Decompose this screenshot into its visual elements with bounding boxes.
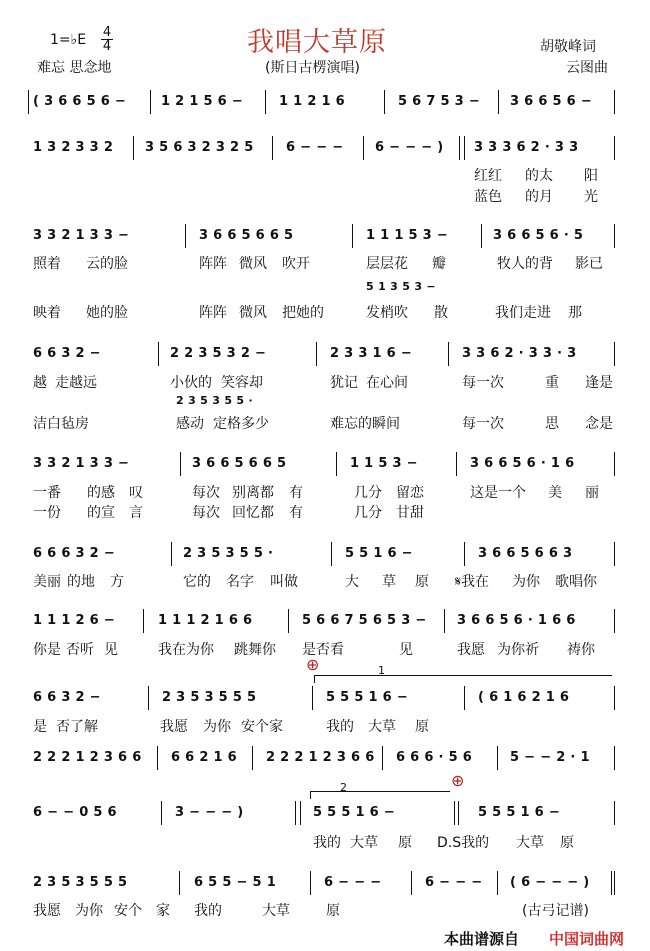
lyric: 跳舞你 (234, 642, 276, 658)
lyric: 几分 (354, 505, 382, 521)
lyric: 的太 (525, 168, 553, 184)
measure: 6 − − 0 5 6 (33, 805, 117, 820)
barline (265, 90, 266, 114)
lyric: 原 (560, 835, 574, 851)
volta-bracket (314, 675, 612, 676)
alt-notes: 2 3 5 3 5 5 · (176, 394, 253, 407)
volta-number: 1 (378, 664, 385, 677)
barline (498, 90, 499, 114)
lyric: 回忆都 (232, 505, 274, 521)
lyric: 光 (584, 189, 598, 205)
lyric: 的地 (67, 574, 95, 590)
lyric: 几分 (354, 485, 382, 501)
measure: 5 5 5 1 6 − (313, 805, 396, 820)
lyric: 家 (156, 903, 170, 919)
lyric: 思 (545, 416, 559, 432)
measure: 3 3 6 2 · 3 3 · 3 (462, 346, 577, 361)
measure: 1 1 1 2 6 − (33, 613, 116, 628)
volta-bracket-hook (314, 675, 315, 683)
time-top: 4 (102, 25, 112, 40)
lyric: 那 (568, 305, 582, 321)
barline (454, 801, 455, 825)
measure: 2 3 5 3 5 5 · (183, 546, 274, 561)
measure: 3 3 2 1 3 3 − (33, 228, 130, 243)
lyric: 走越远 (55, 375, 97, 391)
lyric: 叫做 (270, 574, 298, 590)
barline (464, 136, 465, 160)
barline (310, 871, 311, 895)
measure: 2 2 2 1 2 3 6 6 (266, 750, 375, 765)
barline (336, 452, 337, 476)
barline (614, 452, 615, 476)
measure: 1 1 1 5 3 − (366, 228, 449, 243)
lyric: 小伙的 (170, 375, 212, 391)
lyric: 一份 (33, 505, 61, 521)
lyric: 越 (33, 375, 47, 391)
measure: 3 5 6 3 2 3 2 5 (145, 140, 254, 155)
lyric: 丽 (585, 485, 599, 501)
barline (171, 542, 172, 566)
measure: ( 6 − − − ) (510, 875, 590, 890)
barline (143, 609, 144, 633)
lyric: 每次 (192, 505, 220, 521)
lyric: 一番 (33, 485, 61, 501)
lyric: 映着 (33, 305, 61, 321)
barline (614, 801, 615, 825)
measure: 5 6 6 7 5 6 5 3 − (302, 613, 427, 628)
lyric: 草 (382, 574, 396, 590)
lyric: 的宣 (87, 505, 115, 521)
barline (352, 224, 353, 248)
lyric: 为你 (203, 719, 231, 735)
barline (252, 746, 253, 770)
barline (614, 342, 615, 366)
subtitle: (斯日古楞演唱) (265, 60, 360, 76)
lyric: 吹开 (282, 256, 310, 272)
lyric: 它的 (183, 574, 211, 590)
measure: ( 3 6 6 5 6 − (33, 94, 127, 109)
lyric: 否听 (66, 642, 94, 658)
measure: 6 6 3 2 − (33, 346, 101, 361)
lyric: 洁白毡房 (33, 416, 89, 432)
lyric: 难忘的瞬间 (330, 416, 400, 432)
measure: 5 6 7 5 3 − (398, 94, 481, 109)
song-title: 我唱大草原 (247, 27, 387, 58)
barline (382, 746, 383, 770)
measure: 1 2 1 5 6 − (161, 94, 244, 109)
lyric: 见 (104, 642, 118, 658)
lyric: 有 (289, 485, 303, 501)
lyric: 的感 (87, 485, 115, 501)
barline (614, 136, 615, 160)
measure: 5 5 1 6 − (345, 546, 413, 561)
lyric: 照着 (33, 256, 61, 272)
volta-number: 2 (340, 781, 347, 794)
tempo-marking: 难忘 思念地 (37, 60, 112, 76)
barline (272, 136, 273, 160)
lyric: 为你祈 (497, 642, 539, 658)
lyric: 念是 (585, 416, 613, 432)
lyric: 大草 (368, 719, 396, 735)
alt-notes: 5 1 3 5 3 − (366, 280, 436, 293)
lyric: 是否看 (302, 642, 344, 658)
lyric: 大 (345, 574, 359, 590)
lyric: 美 (548, 485, 562, 501)
lyric: 否了解 (56, 719, 98, 735)
lyric: 我愿 (33, 903, 61, 919)
lyric: 是 (33, 719, 47, 735)
lyric: 我愿 (457, 642, 485, 658)
barline (614, 90, 615, 114)
measure: 6 − − − (286, 140, 344, 155)
lyric: 言 (129, 505, 143, 521)
lyric: 原 (398, 835, 412, 851)
lyric: 层层花 (366, 256, 408, 272)
barline (331, 542, 332, 566)
barline (459, 136, 460, 160)
barline (158, 342, 159, 366)
barline (411, 871, 412, 895)
lyric: 每一次 (462, 375, 504, 391)
barline (448, 342, 449, 366)
barline (150, 90, 151, 114)
lyric: 她的脸 (86, 305, 128, 321)
barline (614, 224, 615, 248)
measure: 1 1 2 1 6 (279, 94, 346, 109)
lyric: 阵阵 (199, 305, 227, 321)
measure: 6 6 6 3 2 − (33, 546, 116, 561)
lyric: 甘甜 (396, 505, 424, 521)
measure: 5 5 5 1 6 − (326, 690, 409, 705)
barline (384, 90, 385, 114)
barline (288, 609, 289, 633)
lyric: 别离都 (232, 485, 274, 501)
measure: 3 − − − ) (175, 805, 244, 820)
barline (497, 746, 498, 770)
lyric: 犹记 (330, 375, 358, 391)
lyric: 我们走进 (495, 305, 551, 321)
coda-icon: ⊕ (306, 655, 320, 674)
measure: 2 3 3 1 6 − (330, 346, 413, 361)
lyric: 大草 (262, 903, 290, 919)
composer: 云图曲 (566, 60, 608, 76)
lyric: 我的 (194, 903, 222, 919)
measure: 3 6 6 5 6 · 1 6 6 (457, 613, 576, 628)
barline (614, 609, 615, 633)
measure: 3 3 3 6 2 · 3 3 (474, 140, 579, 155)
measure: 3 6 6 5 6 6 5 (192, 456, 287, 471)
lyric: 每次 (192, 485, 220, 501)
measure: 6 6 3 2 − (33, 690, 101, 705)
barline (614, 871, 615, 895)
barline (614, 542, 615, 566)
measure: 3 6 6 5 6 − (510, 94, 593, 109)
lyric: 重 (545, 375, 559, 391)
barline (614, 746, 615, 770)
site-name[interactable]: 中国词曲网 (549, 930, 625, 948)
barline (133, 136, 134, 160)
measure: 2 2 3 5 3 2 − (170, 346, 267, 361)
key-signature: 1=♭E (50, 32, 87, 48)
volta-bracket-hook (310, 791, 311, 799)
barline (444, 609, 445, 633)
lyric: (古弓记谱) (522, 903, 589, 919)
lyric: 红红 (474, 168, 502, 184)
lyric: 我愿 (160, 719, 188, 735)
barline (161, 801, 162, 825)
lyric: 叹 (129, 485, 143, 501)
barline (300, 801, 301, 825)
measure: 6 − − − (425, 875, 483, 890)
volta-bracket (310, 791, 450, 792)
measure: 2 3 5 3 5 5 5 (162, 690, 257, 705)
measure: 5 5 5 1 6 − (478, 805, 561, 820)
barline (464, 542, 465, 566)
barline (157, 746, 158, 770)
lyric: 祷你 (567, 642, 595, 658)
measure: 6 5 5 − 5 1 (194, 875, 277, 890)
measure: 6 − − − ) (375, 140, 444, 155)
lyric: 大草 (350, 835, 378, 851)
lyric: 名字 (226, 574, 254, 590)
lyric: 牧人的背 (497, 256, 553, 272)
lyric: 影已 (575, 256, 603, 272)
measure: 2 3 5 3 5 5 5 (33, 875, 128, 890)
lyric: 把她的 (282, 305, 324, 321)
barline (458, 801, 459, 825)
lyric: 我的 (313, 835, 341, 851)
barline (611, 871, 612, 895)
lyric: 安个 (114, 903, 142, 919)
lyric: 我在为你 (158, 642, 214, 658)
barline (148, 686, 149, 710)
time-signature (101, 26, 113, 53)
measure: 6 6 6 · 5 6 (396, 750, 473, 765)
lyric: D.S我的 (437, 835, 490, 851)
lyric: 发梢吹 (366, 305, 408, 321)
lyric: 散 (434, 305, 448, 321)
lyric: 逢是 (585, 375, 613, 391)
measure: 3 6 6 5 6 · 5 (493, 228, 584, 243)
barline (497, 871, 498, 895)
lyric: 瓣 (432, 256, 446, 272)
barline (180, 452, 181, 476)
source-label: 本曲谱源自 (444, 930, 520, 948)
measure: ( 6 1 6 2 1 6 (478, 690, 570, 705)
lyric: 定格多少 (213, 416, 269, 432)
lyric: 方 (110, 574, 124, 590)
measure: 3 6 6 5 6 6 5 (199, 228, 294, 243)
measure: 6 6 2 1 6 (171, 750, 238, 765)
lyric: 笑容却 (221, 375, 263, 391)
measure: 2 2 2 1 2 3 6 6 (33, 750, 142, 765)
barline (185, 224, 186, 248)
barline (464, 686, 465, 710)
time-bottom: 4 (102, 39, 112, 54)
measure: 1 1 1 2 1 6 6 (158, 613, 253, 628)
lyric: 这是一个 (470, 485, 526, 501)
lyric: 有 (289, 505, 303, 521)
lyric: 为你 (512, 574, 540, 590)
lyric: 云的脸 (86, 256, 128, 272)
measure: 3 6 6 5 6 · 1 6 (470, 456, 575, 471)
lyric: 微风 (239, 256, 267, 272)
lyric: 我的 (326, 719, 354, 735)
measure: 6 − − − (324, 875, 382, 890)
barline (363, 136, 364, 160)
measure: 1 1 5 3 − (350, 456, 418, 471)
lyric: 微风 (239, 305, 267, 321)
barline (28, 90, 29, 114)
lyric: 见 (399, 642, 413, 658)
lyric: 歌唱你 (555, 574, 597, 590)
lyric: 阳 (584, 168, 598, 184)
barline (179, 871, 180, 895)
lyric: 美丽 (33, 574, 61, 590)
measure: 3 6 6 5 6 6 3 (478, 546, 573, 561)
lyric: 安个家 (241, 719, 283, 735)
lyric: 为你 (75, 903, 103, 919)
measure: 1 3 2 3 3 2 (33, 140, 114, 155)
measure: 5 − − 2 · 1 (510, 750, 590, 765)
lyric: 原 (326, 903, 340, 919)
lyric: 大草 (516, 835, 544, 851)
barline (456, 452, 457, 476)
lyric: 留恋 (396, 485, 424, 501)
barline (295, 801, 296, 825)
barline (312, 686, 313, 710)
lyric: 原 (415, 574, 429, 590)
barline (481, 224, 482, 248)
measure: 3 3 2 1 3 3 − (33, 456, 130, 471)
lyric: 在心间 (366, 375, 408, 391)
lyric: 你是 (33, 642, 61, 658)
lyric: 𝄋我在 (455, 574, 490, 590)
lyricist: 胡敬峰词 (540, 39, 596, 55)
lyric: 蓝色 (474, 189, 502, 205)
lyric: 原 (415, 719, 429, 735)
barline (614, 686, 615, 710)
lyric: 的月 (525, 189, 553, 205)
lyric: 感动 (176, 416, 204, 432)
coda-icon: ⊕ (451, 771, 465, 790)
barline (316, 342, 317, 366)
lyric: 阵阵 (199, 256, 227, 272)
lyric: 每一次 (462, 416, 504, 432)
